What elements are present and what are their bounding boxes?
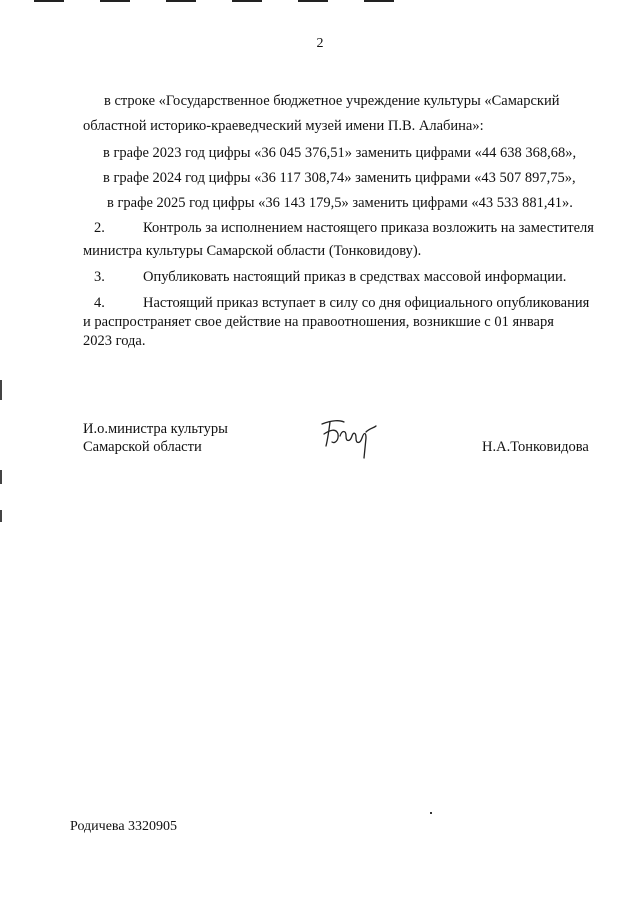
handwritten-signature [318,414,378,460]
scan-edge-mark [0,510,2,522]
item-4-line-2: и распространяет свое действие на правоотношения, возникшие с 01 января [83,314,554,330]
signatory-title-line-1: И.о.министра культуры [83,421,228,437]
amount-row-2025: в графе 2025 год цифры «36 143 179,5» заменить цифрами «43 533 881,41». [107,195,573,211]
executor-note: Родичева 3320905 [70,819,178,834]
scan-speck [430,812,432,814]
item-3-line-1: Опубликовать настоящий приказ в средствах массовой информации. [143,269,567,285]
intro-line-1: в строке «Государственное бюджетное учреждение культуры «Самарский [104,93,560,109]
amount-row-2023: в графе 2023 год цифры «36 045 376,51» заменить цифрами «44 638 368,68», [103,145,577,161]
item-2-number: 2. [94,220,105,236]
scan-dash [364,0,394,2]
scan-dash [166,0,196,2]
item-4-number: 4. [94,295,105,311]
amount-row-2024: в графе 2024 год цифры «36 117 308,74» заменить цифрами «43 507 897,75», [103,170,576,186]
item-4-line-1: Настоящий приказ вступает в силу со дня официального опубликования [143,295,590,311]
item-4-line-3: 2023 года. [83,333,146,349]
item-2-line-1: Контроль за исполнением настоящего приказа возложить на заместителя [143,220,594,236]
item-3-number: 3. [94,269,105,285]
scan-edge-mark [0,470,2,484]
scan-dash [34,0,64,2]
page-number: 2 [316,36,324,51]
signatory-title-line-2: Самарской области [83,439,202,455]
intro-line-2: областной историко-краеведческий музей имени П.В. Алабина»: [83,118,484,134]
scan-edge-mark [0,380,2,400]
scan-dash [100,0,130,2]
scan-dash [232,0,262,2]
item-2-line-2: министра культуры Самарской области (Тонковидову). [83,243,422,259]
scan-dash [298,0,328,2]
signatory-name: Н.А.Тонковидова [482,439,589,455]
